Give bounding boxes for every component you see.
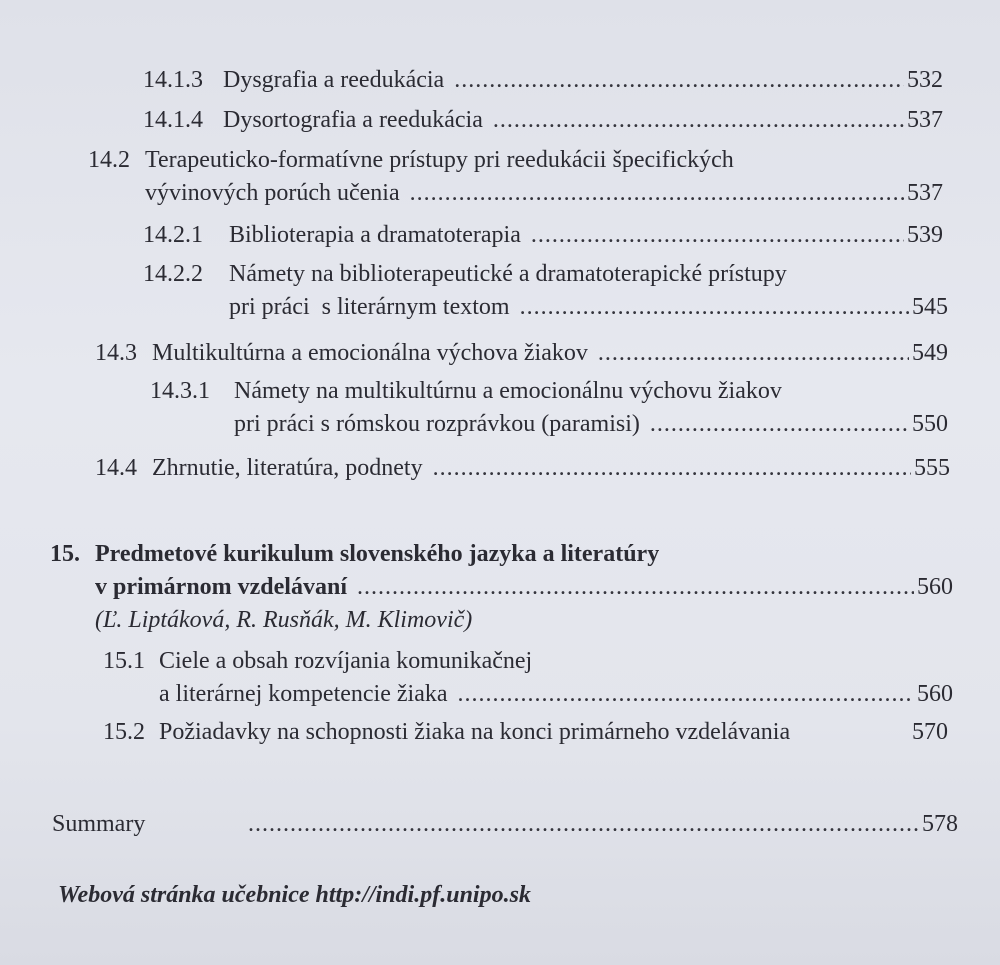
entry-title-line1: Námety na multikultúrnu a emocionálnu výchovu žiakov bbox=[234, 378, 782, 404]
entry-title: Dysgrafia a reedukácia bbox=[223, 67, 445, 93]
toc-entry-14-1-4 bbox=[143, 104, 943, 137]
entry-title: Dysortografia a reedukácia bbox=[223, 107, 483, 133]
dot-leader bbox=[248, 808, 919, 841]
toc-entry-14-1-3 bbox=[143, 64, 943, 97]
entry-title-line1: Ciele a obsah rozvíjania komunikačnej bbox=[159, 648, 533, 674]
entry-number: 14.2.2 bbox=[143, 261, 203, 287]
toc-entry-15-1 bbox=[103, 645, 953, 711]
toc-entry-15-2 bbox=[103, 716, 948, 749]
chapter-number: 15. bbox=[50, 541, 80, 567]
entry-number: 14.4 bbox=[95, 455, 137, 481]
dot-leader bbox=[493, 104, 904, 137]
chapter-authors: (Ľ. Liptáková, R. Rusňák, M. Klimovič) bbox=[95, 607, 473, 633]
dot-leader bbox=[357, 571, 914, 604]
dot-leader bbox=[650, 408, 909, 441]
toc-entry-14-3-1 bbox=[150, 375, 948, 441]
entry-number: 14.2 bbox=[88, 147, 130, 173]
entry-title-line1: Námety na biblioterapeutické a dramatoterapické prístupy bbox=[229, 261, 787, 287]
chapter-title-line2: v primárnom vzdelávaní bbox=[95, 574, 347, 600]
entry-page: 539 bbox=[907, 222, 943, 248]
dot-leader bbox=[410, 177, 904, 210]
entry-title: Požiadavky na schopnosti žiaka na konci primárneho vzdelávania bbox=[159, 719, 791, 745]
entry-page: 550 bbox=[912, 411, 948, 437]
entry-title-line2: pri práci s literárnym textom bbox=[229, 294, 510, 320]
entry-title: Summary bbox=[52, 811, 146, 837]
entry-title: Multikultúrna a emocionálna výchova žiakov bbox=[152, 340, 588, 366]
entry-title-line2: pri práci s rómskou rozprávkou (paramisi) bbox=[234, 411, 640, 437]
entry-number: 14.3 bbox=[95, 340, 137, 366]
toc-entry-summary bbox=[52, 808, 958, 841]
entry-title-line2: a literárnej kompetencie žiaka bbox=[159, 681, 448, 707]
toc-entry-14-2-1 bbox=[143, 219, 943, 252]
entry-number: 14.1.3 bbox=[143, 67, 203, 93]
dot-leader bbox=[458, 678, 914, 711]
entry-title-line2: vývinových porúch učenia bbox=[145, 180, 400, 206]
website-note: Webová stránka učebnice http://indi.pf.unipo.sk bbox=[58, 882, 531, 908]
entry-page: 578 bbox=[922, 811, 958, 837]
entry-page: 537 bbox=[907, 107, 943, 133]
entry-number: 14.3.1 bbox=[150, 378, 210, 404]
entry-page: 560 bbox=[917, 574, 953, 600]
entry-page: 532 bbox=[907, 67, 943, 93]
toc-entry-14-2 bbox=[88, 144, 943, 210]
chapter-title-line1: Predmetové kurikulum slovenského jazyka a literatúry bbox=[95, 541, 660, 567]
dot-leader bbox=[433, 452, 911, 485]
toc-entry-15 bbox=[50, 538, 953, 637]
dot-leader bbox=[454, 64, 904, 97]
dot-leader bbox=[531, 219, 904, 252]
entry-number: 15.2 bbox=[103, 719, 145, 745]
toc-entry-14-2-2 bbox=[143, 258, 948, 324]
toc-entry-14-4 bbox=[95, 452, 950, 485]
entry-page: 555 bbox=[914, 455, 950, 481]
entry-title-line1: Terapeuticko-formatívne prístupy pri reedukácii špecifických bbox=[145, 147, 734, 173]
entry-title: Zhrnutie, literatúra, podnety bbox=[152, 455, 423, 481]
toc-entry-14-3 bbox=[95, 337, 948, 370]
entry-page: 560 bbox=[917, 681, 953, 707]
entry-number: 14.2.1 bbox=[143, 222, 203, 248]
entry-page: 570 bbox=[912, 719, 948, 745]
entry-number: 15.1 bbox=[103, 648, 145, 674]
entry-page: 537 bbox=[907, 180, 943, 206]
entry-page: 545 bbox=[912, 294, 948, 320]
dot-leader bbox=[598, 337, 909, 370]
entry-title: Biblioterapia a dramatoterapia bbox=[229, 222, 521, 248]
entry-number: 14.1.4 bbox=[143, 107, 203, 133]
dot-leader bbox=[520, 291, 909, 324]
entry-page: 549 bbox=[912, 340, 948, 366]
